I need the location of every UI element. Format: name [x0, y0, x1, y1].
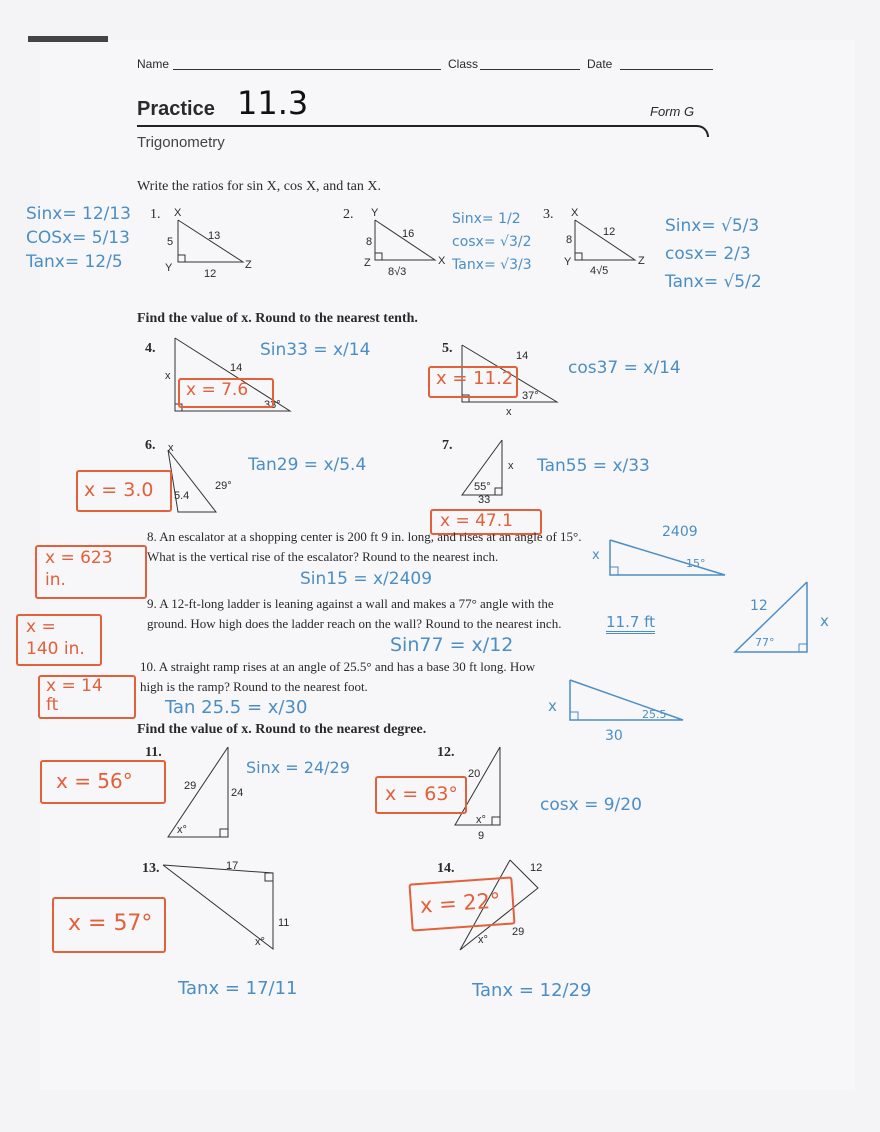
side-label: 5: [167, 236, 174, 248]
problem-number: 11.: [145, 745, 162, 760]
side-label: 12: [603, 226, 616, 238]
sketch-9: [735, 582, 815, 657]
side-label: 29: [184, 780, 197, 792]
problem-number: 12.: [437, 745, 455, 760]
problem-number: 7.: [442, 438, 453, 453]
problem-text: A straight ramp rises at an angle of 25.5° and has a base 30 ft long. How high is the ramp? Round to the nearest foot.: [140, 659, 536, 694]
answer-box-4: [178, 378, 274, 408]
side-label: 14: [230, 362, 243, 374]
sketch-label: 25.5: [642, 708, 667, 721]
angle-label: x°: [177, 824, 187, 836]
problem-number: 3.: [543, 207, 554, 222]
work-14: Tanx = 12/29: [472, 980, 592, 1001]
cos-answer: cosx= 2/3: [665, 244, 751, 264]
work-13: Tanx = 17/11: [178, 978, 298, 999]
answer-9: x = 140 in.: [26, 617, 85, 659]
tan-answer: Tanx= √3/3: [452, 257, 532, 273]
answer-box-11: [40, 760, 166, 804]
word-problem-10: [140, 657, 550, 697]
answer-box-6: [76, 470, 172, 512]
work-6: Tan29 = x/5.4: [248, 455, 367, 475]
lesson-number: 11.3: [237, 84, 309, 122]
answer-6: x = 3.0: [84, 479, 154, 501]
angle-label: x°: [476, 814, 486, 826]
vertex-label: Z: [638, 255, 645, 267]
answer-14: x = 22°: [419, 888, 502, 918]
sketch-label: 30: [605, 728, 623, 744]
work-4: Sin33 = x/14: [260, 340, 371, 360]
answer-box-9: [16, 614, 102, 666]
answer-4: x = 7.6: [186, 380, 249, 400]
scan-edge: [28, 36, 108, 42]
class-line: [480, 69, 580, 70]
work-7: Tan55 = x/33: [537, 456, 650, 476]
side-label: 13: [208, 230, 221, 242]
answer-box-14: [408, 876, 515, 931]
side-label: 12: [530, 862, 543, 874]
class-label: Class: [448, 57, 479, 71]
date-label: Date: [587, 57, 613, 71]
side-label: x: [508, 460, 514, 472]
answer-box-5: [428, 366, 518, 398]
answer-box-8: [35, 545, 147, 599]
sketch-8: [605, 540, 730, 580]
answer-11: x = 56°: [56, 769, 133, 793]
side-label: 17: [226, 860, 239, 872]
vertex-label: Y: [371, 207, 379, 219]
side-label: 12: [204, 268, 217, 280]
tan-answer: Tanx= √5/2: [665, 272, 762, 292]
side-label: x: [506, 406, 512, 418]
angle-label: x°: [478, 934, 488, 946]
answer-12: x = 63°: [385, 783, 458, 805]
sketch-label: 12: [750, 598, 768, 614]
problem-number: 6.: [145, 438, 156, 453]
sin-answer: Sinx= √5/3: [665, 216, 760, 236]
triangle-2: [375, 220, 445, 265]
problem-text: An escalator at a shopping center is 200 ft 9 in. long, and rises at an angle of 15°. What is the vertical rise of the escalator? Round to the nearest inch.: [147, 529, 582, 564]
vertex-label: X: [571, 207, 579, 219]
problem-number: 8.: [147, 529, 157, 544]
answers-3: [665, 212, 762, 296]
problem-number: 5.: [442, 341, 453, 356]
triangle-13: [163, 865, 293, 955]
side-label: x: [168, 442, 174, 454]
answer-10: x = 14 ft: [46, 676, 103, 715]
sketch-label: 15°: [686, 557, 706, 570]
vertex-label: X: [438, 255, 446, 267]
work-8: Sin15 = x/2409: [300, 569, 433, 589]
vertex-label: Y: [564, 256, 572, 268]
problem-number: 2.: [343, 207, 354, 222]
problem-number: 14.: [437, 861, 455, 876]
angle-label: 37°: [522, 390, 539, 402]
triangle-1: [178, 220, 248, 265]
word-problem-9: [147, 594, 585, 634]
cos-answer: COSx= 5/13: [26, 228, 130, 248]
side-label: 8: [366, 236, 373, 248]
side-label: 11: [278, 917, 290, 929]
word-problem-8: [147, 527, 585, 567]
side-label: 5.4: [174, 490, 190, 502]
answer-box-10: [38, 675, 136, 719]
side-label: x: [165, 370, 171, 382]
vertex-label: Y: [165, 262, 173, 274]
side-label: 4√5: [590, 265, 609, 277]
section3-instruction: Find the value of x. Round to the nearest degree.: [137, 722, 427, 737]
side-label: 9: [478, 830, 485, 842]
work-10: Tan 25.5 = x/30: [165, 697, 308, 718]
side-label: 20: [468, 768, 481, 780]
page-title: Practice: [137, 98, 215, 120]
sketch-label: 77°: [755, 636, 775, 649]
work-5: cos37 = x/14: [568, 358, 681, 378]
section1-instruction: Write the ratios for sin X, cos X, and tan X.: [137, 179, 381, 194]
work-9: Sin77 = x/12: [390, 634, 514, 656]
note-9: 11.7 ft: [606, 613, 655, 634]
sketch-label: 2409: [662, 524, 698, 540]
side-label: 33: [478, 494, 491, 506]
answers-1: [26, 202, 131, 274]
problem-number: 10.: [140, 659, 157, 674]
cos-answer: cosx= √3/2: [452, 234, 532, 250]
answer-8: x = 623 in.: [45, 548, 113, 590]
name-line: [173, 69, 441, 70]
name-label: Name: [137, 57, 170, 71]
sketch-label: x: [548, 697, 557, 715]
answer-box-13: [52, 897, 166, 953]
work-11: Sinx = 24/29: [246, 758, 350, 777]
work-12: cosx = 9/20: [540, 795, 642, 815]
vertex-label: X: [174, 207, 182, 219]
subtitle: Trigonometry: [137, 134, 225, 151]
answers-2: [452, 208, 532, 277]
tan-answer: Tanx= 12/5: [26, 252, 123, 272]
problem-text: A 12-ft-long ladder is leaning against a wall and makes a 77° angle with the ground. How high does the ladder reach on the wall? Round to the nearest inch.: [147, 596, 562, 631]
side-label: 29: [512, 926, 525, 938]
side-label: 8√3: [388, 266, 407, 278]
side-label: 16: [402, 228, 415, 240]
sketch-label: x: [592, 548, 600, 563]
angle-label: 29°: [215, 480, 232, 492]
answer-13: x = 57°: [68, 911, 153, 936]
form-label: Form G: [650, 104, 695, 119]
problem-number: 9.: [147, 596, 157, 611]
date-line: [620, 69, 713, 70]
angle-label: x°: [255, 936, 265, 948]
side-label: 14: [516, 350, 529, 362]
angle-label: 55°: [474, 481, 491, 493]
problem-number: 13.: [142, 861, 160, 876]
section2-instruction: Find the value of x. Round to the nearest tenth.: [137, 311, 418, 326]
side-label: 8: [566, 234, 573, 246]
answer-5: x = 11.2: [436, 368, 514, 389]
sin-answer: Sinx= 12/13: [26, 204, 131, 224]
problem-number: 4.: [145, 341, 156, 356]
vertex-label: Z: [245, 259, 252, 271]
side-label: 24: [231, 787, 244, 799]
answer-box-12: [375, 776, 467, 814]
vertex-label: Z: [364, 257, 371, 269]
angle-label: 33°: [264, 399, 281, 411]
sketch-label: x: [820, 612, 829, 630]
answer-7: x = 47.1: [440, 511, 513, 531]
sketch-10: [565, 680, 690, 725]
sin-answer: Sinx= 1/2: [452, 211, 521, 227]
problem-number: 1.: [150, 207, 161, 222]
